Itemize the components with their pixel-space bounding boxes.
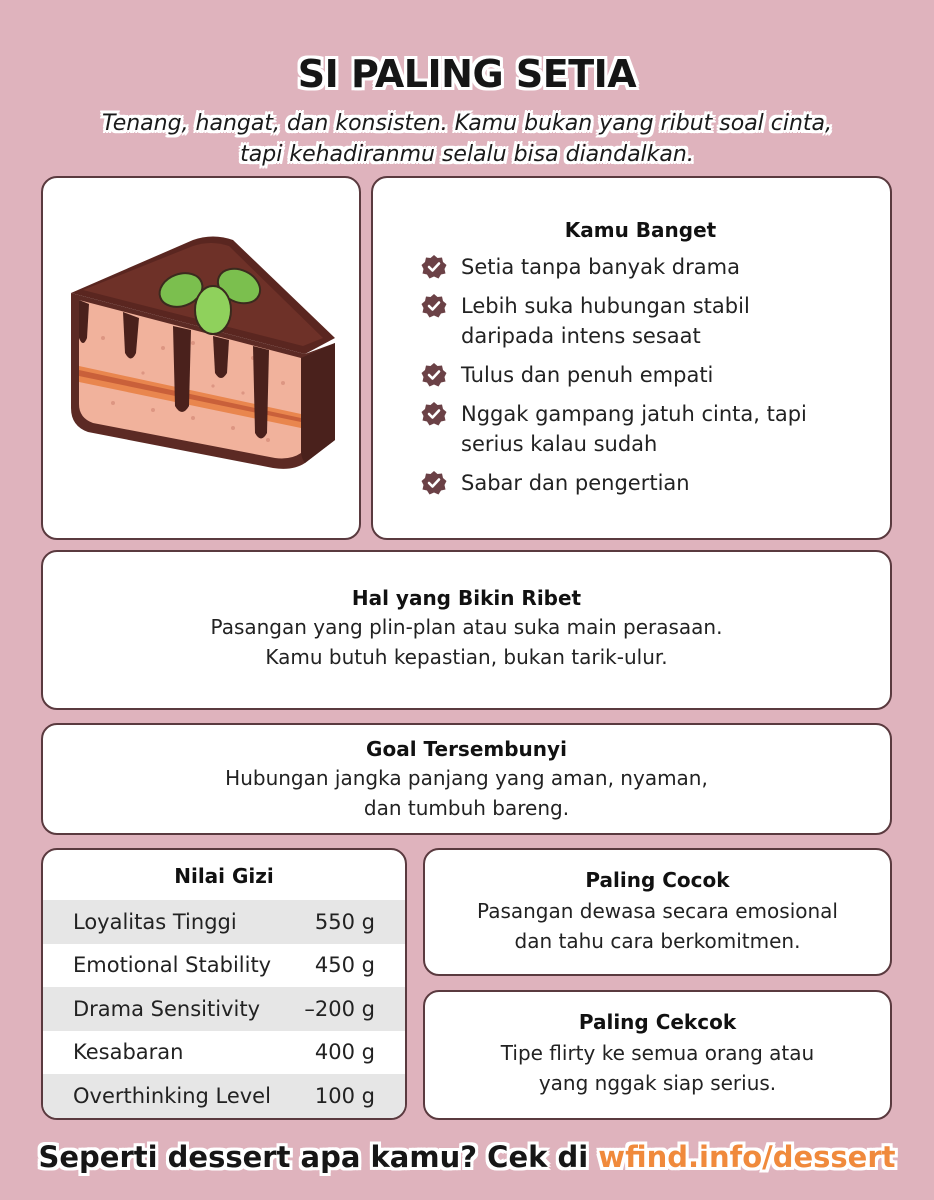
footer-cta — [0, 1140, 934, 1174]
trait-text: daripada intens sesaat — [461, 324, 701, 348]
cake-slice-illustration — [43, 178, 358, 538]
nutrition-label: Kesabaran — [73, 1040, 184, 1065]
footer-link[interactable]: wfind.info/dessert — [598, 1140, 896, 1174]
nutrition-value: 550 g — [314, 909, 375, 934]
check-badge-icon — [421, 254, 447, 280]
trait-text: Setia tanpa banyak drama — [461, 255, 740, 279]
goal-card — [41, 723, 892, 835]
check-badge-icon — [421, 362, 447, 388]
nutrition-card — [41, 848, 407, 1120]
traits-card — [371, 176, 892, 540]
cocok-card — [423, 848, 892, 976]
table-row — [43, 944, 405, 988]
nutrition-value: 400 g — [314, 1040, 375, 1065]
cekcok-line-1: Tipe flirty ke semua orang atau — [500, 1041, 815, 1065]
ribet-line-1: Pasangan yang plin-plan atau suka main perasaan. — [210, 615, 723, 639]
nutrition-value: –200 g — [304, 996, 375, 1021]
table-row — [43, 900, 405, 944]
ribet-heading: Hal yang Bikin Ribet — [351, 586, 582, 610]
ribet-text — [43, 612, 890, 672]
goal-line-1: Hubungan jangka panjang yang aman, nyaman, — [225, 766, 708, 790]
cake-image-card — [41, 176, 361, 540]
cocok-heading: Paling Cocok — [585, 868, 730, 892]
check-badge-icon — [421, 401, 447, 427]
nutrition-label: Overthinking Level — [73, 1083, 271, 1108]
nutrition-heading: Nilai Gizi — [174, 864, 274, 888]
goal-heading: Goal Tersembunyi — [366, 737, 567, 761]
traits-heading: Kamu Banget — [564, 218, 717, 242]
cekcok-line-2: yang nggak siap serius. — [538, 1071, 777, 1095]
check-badge-icon — [421, 293, 447, 319]
footer-text: Seperti dessert apa kamu? Cek di — [38, 1140, 599, 1174]
table-row — [43, 1074, 405, 1118]
traits-list — [421, 252, 860, 498]
cocok-text — [425, 896, 890, 956]
cekcok-text — [425, 1038, 890, 1098]
trait-item — [421, 360, 860, 390]
nutrition-label: Loyalitas Tinggi — [73, 909, 237, 934]
cocok-line-2: dan tahu cara berkomitmen. — [514, 929, 801, 953]
trait-text: Lebih suka hubungan stabil — [461, 294, 750, 318]
nutrition-value: 450 g — [314, 953, 375, 978]
nutrition-value: 100 g — [314, 1083, 375, 1108]
trait-item — [421, 468, 860, 498]
check-badge-icon — [421, 470, 447, 496]
page-title: SI PALING SETIA — [297, 52, 637, 96]
ribet-line-2: Kamu butuh kepastian, bukan tarik-ulur. — [265, 645, 668, 669]
trait-text: Tulus dan penuh empati — [461, 363, 714, 387]
subtitle-line-2: tapi kehadiranmu selalu bisa diandalkan. — [240, 142, 694, 167]
nutrition-label: Emotional Stability — [73, 953, 272, 978]
ribet-card — [41, 550, 892, 710]
trait-item — [421, 399, 860, 459]
trait-item — [421, 291, 860, 351]
nutrition-label: Drama Sensitivity — [73, 996, 261, 1021]
page-subtitle — [20, 108, 914, 170]
trait-item — [421, 252, 860, 282]
subtitle-line-1: Tenang, hangat, dan konsisten. Kamu bukan yang ribut soal cinta, — [101, 111, 833, 136]
trait-text: Nggak gampang jatuh cinta, tapi — [461, 402, 807, 426]
trait-text: Sabar dan pengertian — [461, 471, 690, 495]
cekcok-card — [423, 990, 892, 1120]
goal-line-2: dan tumbuh bareng. — [363, 796, 570, 820]
table-row — [43, 987, 405, 1031]
cekcok-heading: Paling Cekcok — [578, 1010, 737, 1034]
table-row — [43, 1031, 405, 1075]
goal-text — [43, 763, 890, 823]
trait-text: serius kalau sudah — [461, 432, 658, 456]
nutrition-table — [43, 900, 405, 1118]
cocok-line-1: Pasangan dewasa secara emosional — [477, 899, 838, 923]
